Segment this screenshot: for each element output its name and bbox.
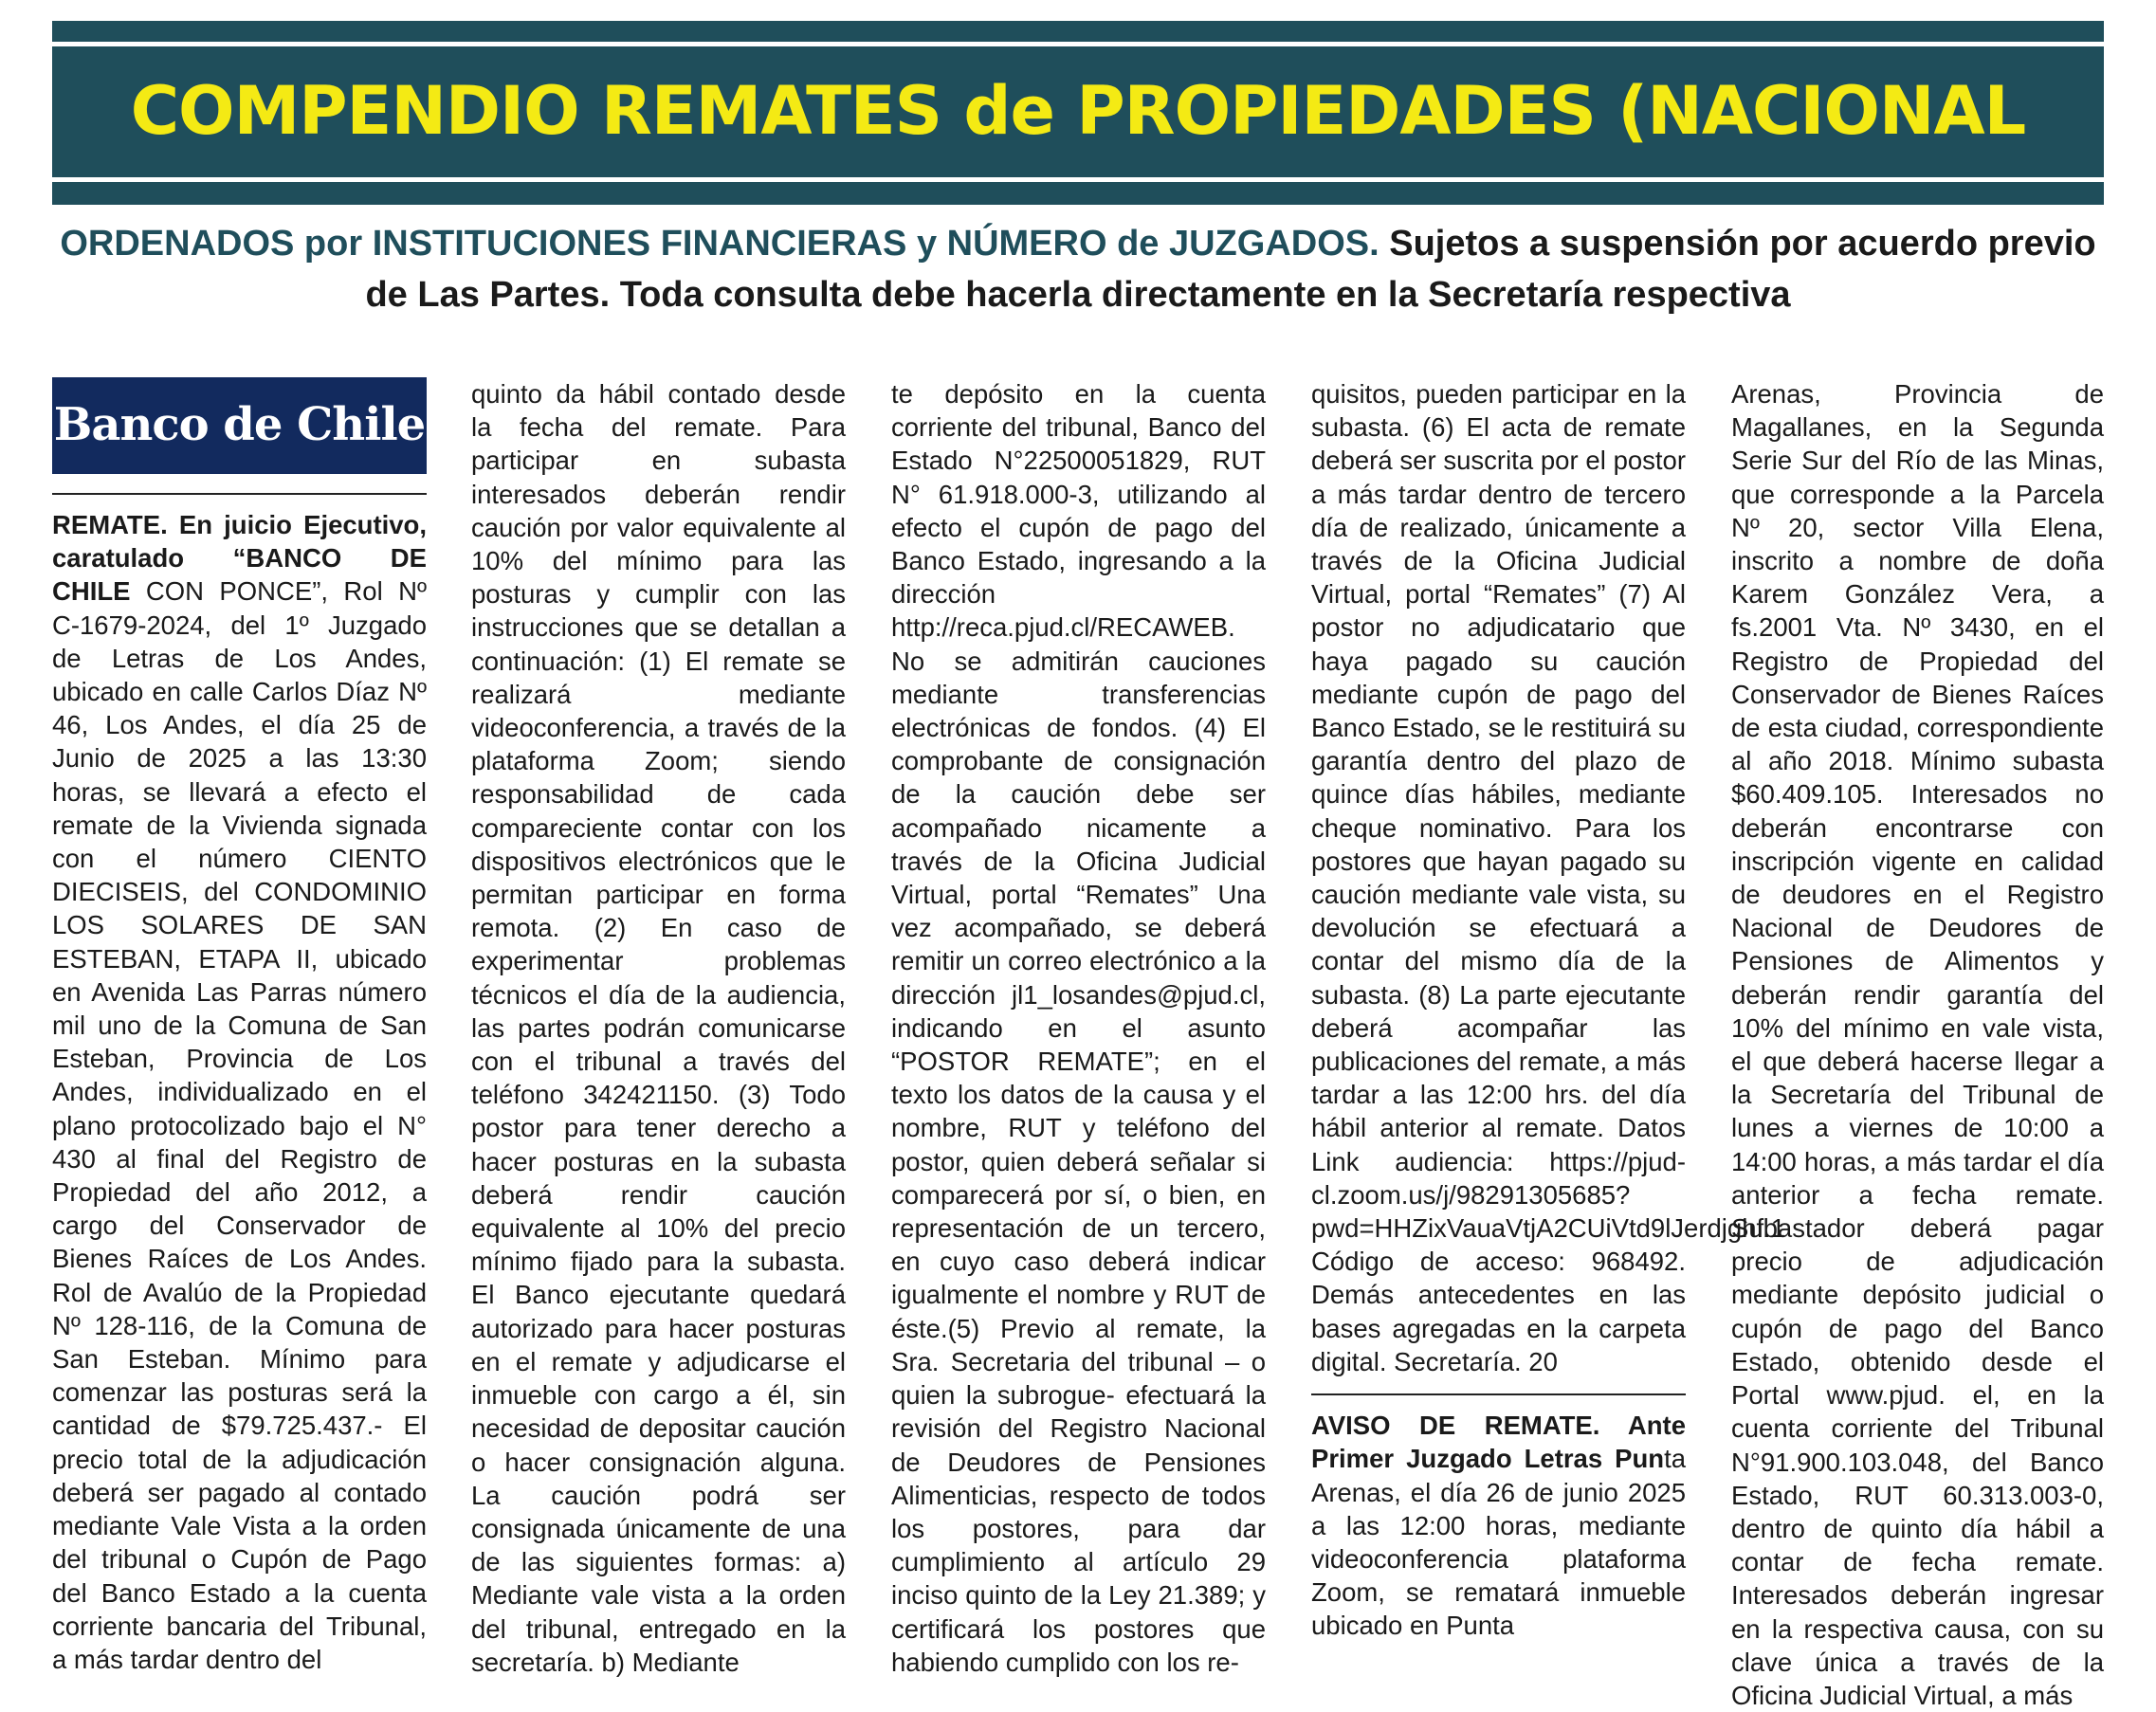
notice-2-text-1: ta Arenas, el día 26 de junio 2025 a las 12:00 horas, mediante videoconferencia plataforma Zoom, se rematará inmueble ubicado en Punta: [1311, 1444, 1686, 1641]
title-banner: [52, 21, 2104, 205]
notice-2-part-1: [1311, 1409, 1686, 1642]
page-title: COMPENDIO REMATES de PROPIEDADES (NACIONAL: [130, 72, 2026, 150]
column-2: [471, 377, 846, 1676]
divider: [1311, 1393, 1686, 1395]
column-1: [52, 377, 427, 1676]
notice-1-part-1: [52, 508, 427, 1676]
column-5: [1731, 377, 2104, 1710]
notice-2-heading: AVISO DE REMATE. Ante Primer Juzgado Letras Pun: [1311, 1411, 1686, 1474]
banner-bottom-stripe: [52, 177, 2104, 182]
divider: [52, 493, 427, 495]
notice-1-part-2: quinto da hábil contado desde la fecha del remate. Para participar en subasta interesados deberán rendir caución por valor equivalente al 10% del mínimo para las posturas y cumplir con las instrucciones que se detallan a continuación: (1) El remate se realizará mediante videoconferencia, a través de la plataforma Zoom; siendo responsabilidad de cada compareciente contar con los dispositivos electrónicos que le permitan participar en forma remota. (2) En caso de experimentar problemas técnicos el día de la audiencia, las partes podrán comunicarse con el tribunal a través del teléfono 342421150. (3) Todo postor para tener derecho a hacer posturas en la subasta deberá rendir caución equivalente al 10% del precio mínimo fijado para la subasta. El Banco ejecutante quedará autorizado para hacer posturas en el remate y adjudicarse el inmueble con cargo a él, sin necesidad de depositar caución o hacer consignación alguna. La caución podrá ser consignada únicamente de una de las siguientes formas: a) Mediante vale vista a la orden del tribunal, entregado en la secretaría. b) Mediante: [471, 379, 846, 1677]
notice-2-part-2: Arenas, Provincia de Magallanes, en la Segunda Serie Sur del Río de las Minas, que corresponde a la Parcela Nº 20, sector Villa Elena, inscrito a nombre de doña Karem González Vera, a fs.2001 Vta. Nº 3430, en el Registro de Propiedad del Conservador de Bienes Raíces de esta ciudad, correspondiente al año 2018. Mínimo subasta $60.409.105. Interesados no deberán encontrarse con inscripción vigente en calidad de deudores en el Registro Nacional de Deudores de Pensiones de Alimentos y deberán rendir garantía del 10% del mínimo en vale vista, el que deberá hacerse llegar a la Secretaría del Tribunal de lunes a viernes de 10:00 a 14:00 horas, a más tardar el día anterior a fecha remate. Subastador deberá pagar precio de adjudicación mediante depósito judicial o cupón de pago del Banco Estado, obtenido desde el Portal www.pjud. el, en la cuenta corriente del Tribunal N°91.900.103.048, del Banco Estado, RUT 60.313.003-0, dentro de quinto día hábil a contar de fecha remate. Interesados deberán ingresar en la respectiva causa, con su clave única a través de la Oficina Judicial Virtual, a más: [1731, 379, 2104, 1710]
notice-1-part-4: quisitos, pueden participar en la subasta. (6) El acta de remate deberá ser suscrita por el postor a más tardar dentro de tercero día de realizado, únicamente a través de la Oficina Judicial Virtual, portal “Remates” (7) Al postor no adjudicatario que haya pagado su caución mediante cupón de pago del Banco Estado, se le restituirá su garantía dentro del plazo de quince días hábiles, mediante cheque nominativo. Para los postores que hayan pagado su caución mediante vale vista, su devolución se efectuará a contar del mismo día de la subasta. (8) La parte ejecutante deberá acompañar las publicaciones del remate, a más tardar a las 12:00 hrs. del día hábil anterior al remate. Datos Link audiencia: https://pjud-cl.zoom.us/j/98291305685?pwd=HHZixVauaVtjA2CUiVtd9lJerdjghf.1 Código de acceso: 968492. Demás antecedentes en las bases agregadas en la carpeta digital. Secretaría. 20: [1311, 379, 1786, 1376]
notice-1-part-3: te depósito en la cuenta corriente del tribunal, Banco del Estado N°22500051829, RUT N° 61.918.000-3, utilizando al efecto el cupón de pago del Banco Estado, ingresando a la dirección http://reca.pjud.cl/RECAWEB. No se admitirán cauciones mediante transferencias electrónicas de fondos. (4) El comprobante de consignación de la caución debe ser acompañado nicamente a través de la Oficina Judicial Virtual, portal “Remates” Una vez acompañado, se deberá remitir un correo electrónico a la dirección jl1_losandes@pjud.cl, indicando en el asunto “POSTOR REMATE”; en el texto los datos de la causa y el nombre, RUT y teléfono del postor, quien deberá señalar si comparecerá por sí, o bien, en representación de un tercero, en cuyo caso deberá indicar igualmente el nombre y RUT de éste.(5) Previo al remate, la Sra. Secretaria del tribunal – o quien la subrogue- efectuará la revisión del Registro Nacional de Deudores de Pensiones Alimenticias, respecto de todos los postores, para dar cumplimiento al artículo 29 inciso quinto de la Ley 21.389; y certificará los postores que habiendo cumplido con los re-: [891, 379, 1266, 1677]
logo-text: Banco de Chile: [53, 398, 426, 452]
banco-de-chile-logo: [52, 377, 427, 474]
notice-1-heading: REMATE. En juicio Ejecutivo, caratulado “BANCO DE CHILE: [52, 510, 427, 607]
column-3: [891, 377, 1266, 1676]
subtitle: [52, 218, 2104, 320]
banner-top-stripe: [52, 42, 2104, 46]
column-4: [1311, 377, 1786, 1676]
subtitle-rest: Sujetos a suspensión por acuerdo previo de Las Partes. Toda consulta debe hacerla directamente en la Secretaría respectiva: [365, 224, 2096, 315]
subtitle-lead: ORDENADOS por INSTITUCIONES FINANCIERAS y NÚMERO de JUZGADOS.: [60, 224, 1379, 264]
notice-1-text-1: CON PONCE”, Rol Nº C-1679-2024, del 1º Juzgado de Letras de Los Andes, ubicado en calle Carlos Díaz Nº 46, Los Andes, el día 25 de Junio de 2025 a las 13:30 horas, se llevará a efecto el remate de la Vivienda signada con el número CIENTO DIECISEIS, del CONDOMINIO LOS SOLARES DE SAN ESTEBAN, ETAPA II, ubicado en Avenida Las Parras número mil uno de la Comuna de San Esteban, Provincia de Los Andes, individualizado en el plano protocolizado bajo el N° 430 al final del Registro de Propiedad del año 2012, a cargo del Conservador de Bienes Raíces de Los Andes. Rol de Avalúo de la Propiedad Nº 128-116, de la Comuna de San Esteban. Mínimo para comenzar las posturas será la cantidad de $79.725.437.- El precio total de la adjudicación deberá ser pagado al contado mediante Vale Vista a la orden del tribunal o Cupón de Pago del Banco Estado a la cuenta corriente bancaria del Tribunal, a más tardar dentro del: [52, 576, 427, 1674]
